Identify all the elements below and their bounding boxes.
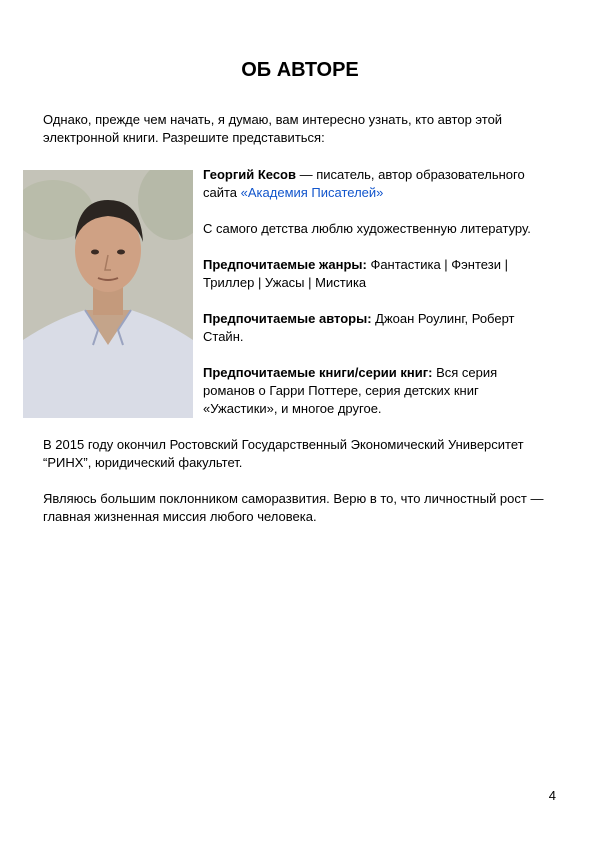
academy-site-link[interactable]: «Академия Писателей» <box>240 185 384 200</box>
genres-label: Предпочитаемые жанры: <box>203 257 367 272</box>
author-portrait-image <box>23 170 193 418</box>
favorite-books <box>203 364 548 418</box>
favorite-genres <box>203 256 548 292</box>
authors-label: Предпочитаемые авторы: <box>203 311 372 326</box>
genres-value: Фантастика | Фэнтези | Триллер | Ужасы | Мистика <box>203 257 508 290</box>
author-intro-line <box>203 166 548 202</box>
author-description: — писатель, автор образовательного сайта <box>203 167 525 200</box>
author-photo <box>23 170 193 418</box>
books-value: Вся серия романов о Гарри Поттере, серия детских книг «Ужастики», и многое другое. <box>203 365 498 416</box>
education-paragraph: В 2015 году окончил Ростовский Государственный Экономический Университет “РИНХ”, юридический факультет. <box>43 437 524 470</box>
author-name: Георгий Кесов <box>203 167 296 182</box>
favorite-authors <box>203 310 548 346</box>
childhood-line: С самого детства люблю художественную литературу. <box>203 221 531 236</box>
intro-paragraph: Однако, прежде чем начать, я думаю, вам интересно узнать, кто автор этой электронной книги. Разрешите представиться: <box>43 112 503 145</box>
additional-info <box>43 436 563 544</box>
books-label: Предпочитаемые книги/серии книг: <box>203 365 433 380</box>
author-bio <box>203 166 548 436</box>
page-number: 4 <box>548 788 556 803</box>
self-development-paragraph: Являюсь большим поклонником саморазвития. Верю в то, что личностный рост — главная жизненная миссия любого человека. <box>43 491 544 524</box>
page-title: ОБ АВТОРЕ <box>241 59 359 81</box>
authors-value: Джоан Роулинг, Роберт Стайн. <box>203 311 515 344</box>
